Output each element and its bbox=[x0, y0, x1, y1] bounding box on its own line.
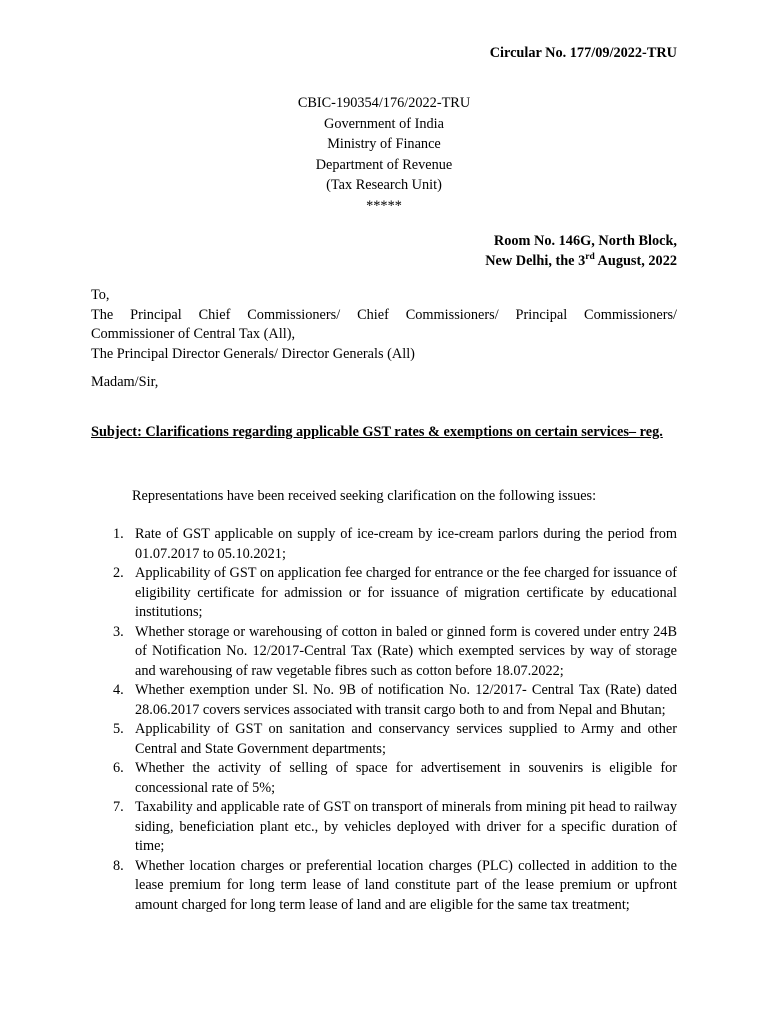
date-suffix: August, 2022 bbox=[594, 253, 677, 269]
list-item-number: 3. bbox=[113, 623, 124, 640]
date-prefix: New Delhi, the 3 bbox=[485, 253, 586, 269]
address-block bbox=[485, 231, 677, 271]
issues-list bbox=[91, 525, 677, 915]
ministry-line: Ministry of Finance bbox=[327, 136, 441, 152]
list-item-text: Whether the activity of selling of space for advertisement in souvenirs is eligible for concessional rate of 5%; bbox=[135, 760, 677, 796]
list-item-number: 2. bbox=[113, 565, 124, 581]
file-number: CBIC-190354/176/2022-TRU bbox=[297, 95, 471, 111]
department-line: Department of Revenue bbox=[315, 156, 453, 173]
intro-paragraph: Representations have been received seeking clarification on the following issues: bbox=[132, 488, 597, 504]
list-item-number: 6. bbox=[113, 760, 124, 776]
recipients-line-2: Commissioner of Central Tax (All), bbox=[91, 326, 296, 342]
list-item-text: Whether storage or warehousing of cotton in baled or ginned form is covered under entry 24B of Notification No. 12/2017-Central Tax (Rate) which exempted services by way of storage and warehousing of raw vegetable fibres such as cotton before 18.07.2022; bbox=[135, 623, 677, 679]
list-item bbox=[91, 623, 677, 682]
subject-line: Subject: Clarifications regarding applicable GST rates & exemptions on certain services– reg. bbox=[91, 424, 663, 440]
list-item bbox=[91, 525, 677, 564]
list-item-text: Taxability and applicable rate of GST on transport of minerals from mining pit head to railway siding, beneficiation plant etc., by vehicles deployed with driver for a specific duration of time; bbox=[135, 799, 677, 854]
room-line: Room No. 146G, North Block, bbox=[493, 233, 677, 249]
list-item-number: 1. bbox=[113, 526, 124, 542]
list-item-text: Whether exemption under Sl. No. 9B of notification No. 12/2017- Central Tax (Rate) dated 28.06.2017 covers services associated with transit cargo both to and from Nepal and Bhutan; bbox=[135, 682, 677, 718]
list-item bbox=[91, 759, 677, 798]
list-item bbox=[91, 564, 677, 623]
recipients-line-3: The Principal Director Generals/ Director Generals (All) bbox=[91, 345, 415, 362]
unit-line: (Tax Research Unit) bbox=[326, 177, 442, 193]
to-label: To, bbox=[91, 287, 110, 303]
list-item-number: 7. bbox=[113, 799, 124, 815]
header-separator: ***** bbox=[366, 197, 402, 214]
date-ordinal: rd bbox=[585, 252, 595, 263]
list-item-number: 5. bbox=[113, 721, 124, 737]
recipients-line-1: The Principal Chief Commissioners/ Chief Commissioners/ Principal Commissioners/ bbox=[91, 306, 677, 323]
list-item-text: Rate of GST applicable on supply of ice-cream by ice-cream parlors during the period from 01.07.2017 to 05.10.2021; bbox=[135, 526, 677, 562]
issuing-authority-header bbox=[230, 93, 538, 216]
list-item bbox=[91, 720, 677, 759]
recipients-block bbox=[91, 286, 677, 364]
list-item-number: 4. bbox=[113, 682, 124, 698]
list-item-text: Whether location charges or preferential location charges (PLC) collected in addition to the lease premium for long term lease of land constitute part of the lease premium or upfront amount charged for long term lease of land and are eligible for the same tax treatment; bbox=[135, 857, 677, 913]
salutation: Madam/Sir, bbox=[91, 374, 159, 390]
list-item-number: 8. bbox=[113, 857, 124, 874]
list-item bbox=[91, 798, 677, 857]
list-item-text: Applicability of GST on sanitation and conservancy services supplied to Army and other Central and State Government departments; bbox=[135, 721, 677, 757]
list-item-text: Applicability of GST on application fee charged for entrance or the fee charged for issuance of eligibility certificate for admission or for issuance of migration certificate by educational institutions; bbox=[135, 565, 677, 620]
date-line bbox=[485, 251, 677, 271]
circular-number: Circular No. 177/09/2022-TRU bbox=[489, 45, 677, 61]
government-line: Government of India bbox=[324, 115, 444, 132]
list-item bbox=[91, 857, 677, 916]
list-item bbox=[91, 681, 677, 720]
